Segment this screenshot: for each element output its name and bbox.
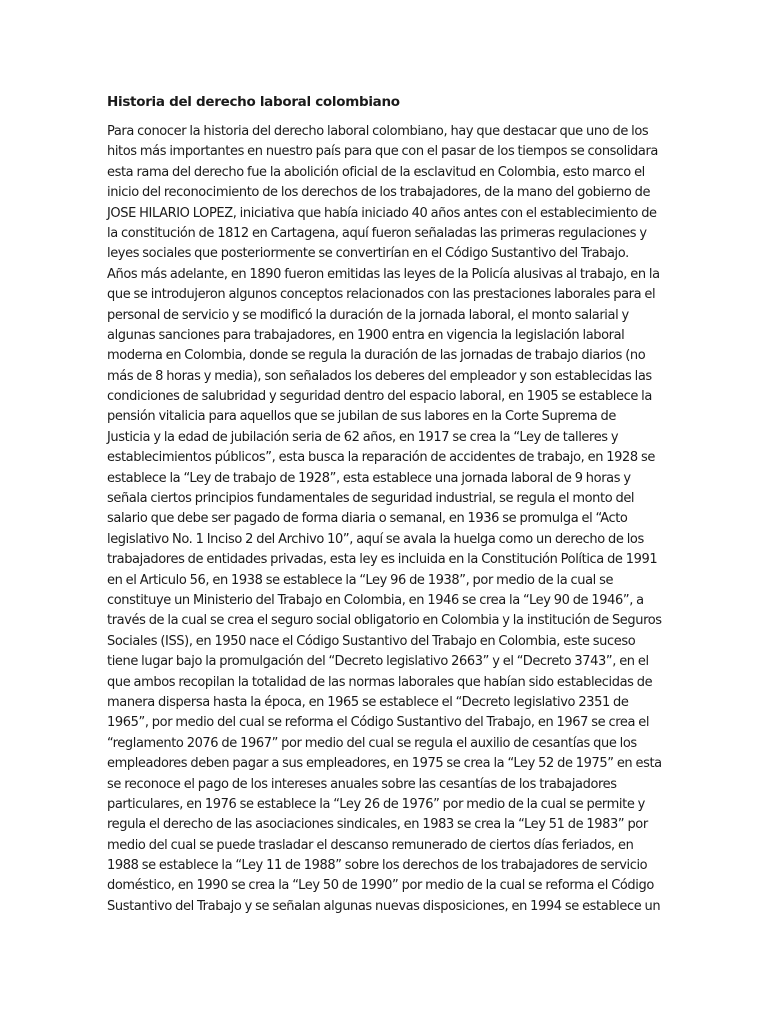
body-line: empleadores deben pagar a sus empleadores, en 1975 se crea la “Ley 52 de 1975” en esta bbox=[107, 756, 662, 772]
body-line: que se introdujeron algunos conceptos relacionados con las prestaciones laborales para el bbox=[107, 287, 656, 303]
body-line: hitos más importantes en nuestro país para que con el pasar de los tiempos se consolidara bbox=[107, 144, 658, 160]
body-line: Sociales (ISS), en 1950 nace el Código Sustantivo del Trabajo en Colombia, este suceso bbox=[107, 633, 636, 649]
body-line: establecimientos públicos”, esta busca la reparación de accidentes de trabajo, en 1928 se bbox=[107, 450, 655, 466]
body-line: Sustantivo del Trabajo y se señalan algunas nuevas disposiciones, en 1994 se establece un bbox=[107, 898, 661, 914]
body-line: algunas sanciones para trabajadores, en 1900 entra en vigencia la legislación laboral bbox=[107, 327, 625, 343]
body-line: particulares, en 1976 se establece la “Ley 26 de 1976” por medio de la cual se permite y bbox=[107, 796, 645, 812]
body-line: través de la cual se crea el seguro social obligatorio en Colombia y la institución de Seguros bbox=[107, 613, 662, 629]
body-line: inicio del reconocimiento de los derechos de los trabajadores, de la mano del gobierno de bbox=[107, 185, 651, 201]
body-line: Justicia y la edad de jubilación seria de 62 años, en 1917 se crea la “Ley de talleres y bbox=[107, 429, 619, 445]
body-line: legislativo No. 1 Inciso 2 del Archivo 10”, aquí se avala la huelga como un derecho de los bbox=[107, 531, 644, 547]
body-line: trabajadores de entidades privadas, esta ley es incluida en la Constitución Política de 1991 bbox=[107, 552, 658, 568]
body-line: establece la “Ley de trabajo de 1928”, esta establece una jornada laboral de 9 horas y bbox=[107, 470, 631, 486]
body-line: señala ciertos principios fundamentales de seguridad industrial, se regula el monto del bbox=[107, 491, 635, 507]
body-line: manera dispersa hasta la época, en 1965 se establece el “Decreto legislativo 2351 de bbox=[107, 694, 629, 710]
body-line: más de 8 horas y media), son señalados los deberes del empleador y son establecidas las bbox=[107, 368, 652, 384]
body-line: regula el derecho de las asociaciones sindicales, en 1983 se crea la “Ley 51 de 1983” por bbox=[107, 817, 648, 833]
body-line: Para conocer la historia del derecho laboral colombiano, hay que destacar que uno de los bbox=[107, 124, 649, 139]
body-line: en el Articulo 56, en 1938 se establece la “Ley 96 de 1938”, por medio de la cual se bbox=[107, 572, 614, 588]
body-line: pensión vitalicia para aquellos que se jubilan de sus labores en la Corte Suprema de bbox=[107, 409, 616, 425]
body-line: Años más adelante, en 1890 fueron emitidas las leyes de la Policía alusivas al trabajo, en la bbox=[107, 266, 660, 282]
body-line: constituye un Ministerio del Trabajo en Colombia, en 1946 se crea la “Ley 90 de 1946”, a bbox=[107, 592, 644, 608]
document-title: Historia del derecho laboral colombiano bbox=[107, 94, 400, 110]
body-line: personal de servicio y se modificó la duración de la jornada laboral, el monto salarial y bbox=[107, 307, 629, 323]
body-line: medio del cual se puede trasladar el descanso remunerado de ciertos días feriados, en bbox=[107, 837, 634, 853]
body-line: moderna en Colombia, donde se regula la duración de las jornadas de trabajo diarios (no bbox=[107, 348, 646, 364]
body-line: que ambos recopilan la totalidad de las normas laborales que habían sido establecidas de bbox=[107, 674, 653, 690]
body-line: 1988 se establece la “Ley 11 de 1988” sobre los derechos de los trabajadores de servicio bbox=[107, 858, 648, 874]
body-line: condiciones de salubridad y seguridad dentro del espacio laboral, en 1905 se establece la bbox=[107, 389, 652, 405]
body-line: esta rama del derecho fue la abolición oficial de la esclavitud en Colombia, esto marco el bbox=[107, 164, 645, 180]
body-line: tiene lugar bajo la promulgación del “Decreto legislativo 2663” y el “Decreto 3743”, en el bbox=[107, 654, 649, 670]
document-body bbox=[107, 122, 667, 917]
body-line: doméstico, en 1990 se crea la “Ley 50 de 1990” por medio de la cual se reforma el Código bbox=[107, 878, 654, 894]
body-line: salario que debe ser pagado de forma diaria o semanal, en 1936 se promulga el “Acto bbox=[107, 511, 628, 527]
body-line: leyes sociales que posteriormente se convertirían en el Código Sustantivo del Trabajo. bbox=[107, 246, 629, 262]
body-line: 1965”, por medio del cual se reforma el Código Sustantivo del Trabajo, en 1967 se crea el bbox=[107, 715, 650, 731]
body-line: “reglamento 2076 de 1967” por medio del cual se regula el auxilio de cesantías que los bbox=[107, 735, 637, 751]
body-line: JOSE HILARIO LOPEZ, iniciativa que había iniciado 40 años antes con el establecimiento de bbox=[107, 205, 657, 221]
body-line: se reconoce el pago de los intereses anuales sobre las cesantías de los trabajadores bbox=[107, 776, 617, 792]
body-line: la constitución de 1812 en Cartagena, aquí fueron señaladas las primeras regulaciones y bbox=[107, 225, 647, 241]
